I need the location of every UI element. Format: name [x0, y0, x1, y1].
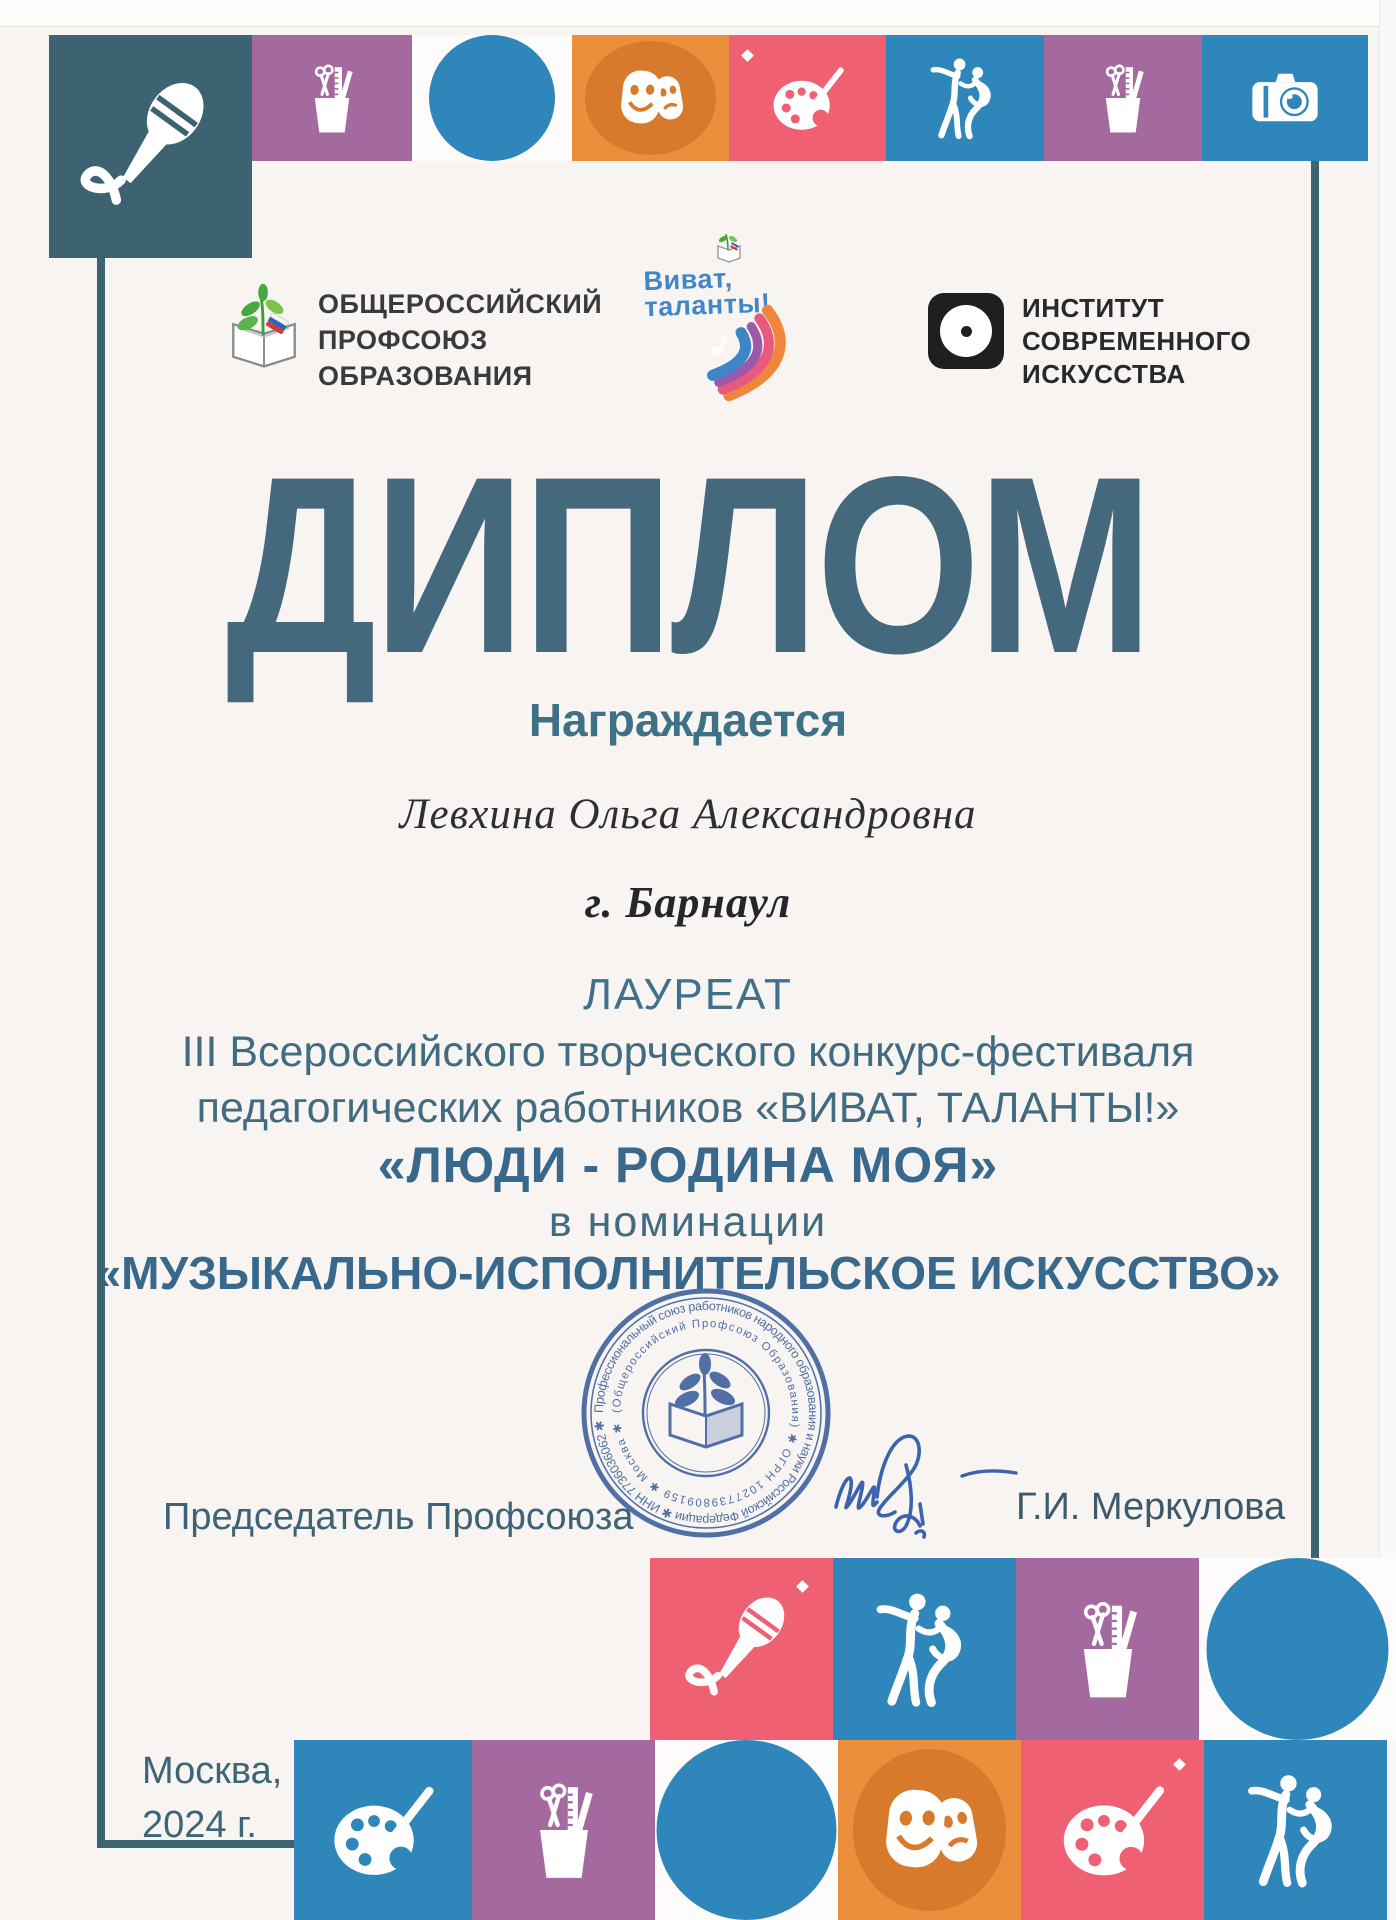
- signer-title: Председатель Профсоюза: [163, 1496, 634, 1538]
- nomination-label: в номинации: [548, 1198, 828, 1246]
- union-logo-line: ОБРАЗОВАНИЯ: [318, 361, 533, 391]
- lens-dot: [961, 326, 972, 337]
- decor-tile-microphone: [49, 35, 252, 258]
- dancers-icon: [1231, 1767, 1359, 1893]
- vivat-mini-emblem: [714, 230, 744, 264]
- decor-tile-microphone: [650, 1558, 833, 1740]
- vivat-swoosh-graphic: [666, 304, 798, 406]
- institute-logo-text: [1022, 292, 1251, 391]
- union-logo-text: [318, 286, 602, 394]
- stationery-cup-icon: [1043, 1585, 1171, 1712]
- festival-theme: «ЛЮДИ - РОДИНА МОЯ»: [377, 1137, 999, 1193]
- decor-tile-dancers: [833, 1558, 1016, 1740]
- seal-outer-ring-text: Профессиональный союз работников народного образования и науки Российской Федерации ✱ ИНН 7736036062 ✱: [591, 1298, 821, 1528]
- institute-logo-line: ИНСТИТУТ: [1022, 293, 1165, 323]
- quarter-circle-pattern: [1199, 1558, 1396, 1740]
- vivat-logo-line2: таланты!: [643, 287, 771, 323]
- decor-tile-dancers: [1204, 1740, 1387, 1920]
- institute-logo-line: ИСКУССТВА: [1022, 359, 1186, 389]
- dancers-icon: [860, 1585, 988, 1712]
- vivat-talanty-logo: [628, 228, 808, 408]
- lens-icon: [928, 293, 1004, 369]
- microphone-icon: [71, 60, 229, 234]
- signature-dash: [958, 1462, 1020, 1484]
- decor-tile-masks: [838, 1740, 1021, 1920]
- place-line2: 2024 г.: [142, 1804, 257, 1846]
- quarter-circle-pattern: [412, 35, 572, 161]
- award-title: ЛАУРЕАТ: [583, 970, 793, 1019]
- decor-tile-pattern: [1199, 1558, 1396, 1740]
- quarter-circle-pattern: [655, 1740, 838, 1920]
- union-logo-line: ОБЩЕРОССИЙСКИЙ: [318, 289, 603, 319]
- festival-line2: педагогических работников «ВИВАТ, ТАЛАНТЫ!»: [196, 1084, 1180, 1132]
- diploma-title: ДИПЛОМ: [225, 425, 1151, 706]
- palette-icon: [319, 1765, 447, 1895]
- camera-icon: [1224, 51, 1347, 144]
- decor-tile-masks: [572, 35, 729, 161]
- stationery-cup-icon: [499, 1767, 627, 1893]
- theater-masks-icon: [594, 53, 707, 144]
- signer-name: Г.И. Меркулова: [1016, 1486, 1286, 1528]
- nomination-value: «МУЗЫКАЛЬНО-ИСПОЛНИТЕЛЬСКОЕ ИСКУССТВО»: [95, 1247, 1281, 1299]
- decor-tile-stationery: [1016, 1558, 1199, 1740]
- awarded-label: Награждается: [528, 694, 848, 746]
- decor-tile-pattern: [655, 1740, 838, 1920]
- decor-tile-dancers: [886, 35, 1044, 161]
- decor-tile-palette: [1021, 1740, 1204, 1920]
- seal-center-emblem: [670, 1353, 742, 1447]
- decor-tile-palette: [729, 35, 886, 161]
- union-logo-line: ПРОФСОЮЗ: [318, 325, 488, 355]
- union-round-seal: [577, 1284, 835, 1542]
- paper-top-edge: [0, 0, 1396, 27]
- recipient-name: Левхина Ольга Александровна: [399, 791, 977, 838]
- microphone-icon: [677, 1585, 805, 1712]
- place-and-year: [142, 1744, 282, 1852]
- palette-icon: [751, 53, 864, 144]
- decor-tile-stationery: [472, 1740, 655, 1920]
- vivat-logo-line1: Виват,: [643, 263, 734, 297]
- decor-tile-pattern: [412, 35, 572, 161]
- theater-masks-icon: [862, 1763, 997, 1896]
- palette-icon: [1047, 1765, 1179, 1895]
- decor-tile-camera: [1202, 35, 1368, 161]
- stationery-cup-icon: [1066, 53, 1180, 144]
- stationery-cup-icon: [274, 53, 389, 144]
- decor-tile-palette: [294, 1740, 472, 1920]
- place-line1: Москва,: [142, 1750, 283, 1792]
- recipient-city: г. Барнаул: [584, 878, 792, 927]
- decor-tile-stationery: [1044, 35, 1202, 161]
- seal-inner-ring-text: (Общероссийский Профсоюз Образования) ✱ ОГРН 1027739809159 ✱ Москва ✱: [610, 1317, 802, 1509]
- festival-line1: III Всероссийского творческого конкурс-фестиваля: [181, 1028, 1195, 1076]
- dancers-icon: [908, 53, 1022, 144]
- decor-tile-stationery: [252, 35, 412, 161]
- institute-logo-line: СОВРЕМЕННОГО: [1022, 326, 1252, 356]
- union-book-leaves-emblem: [216, 280, 312, 376]
